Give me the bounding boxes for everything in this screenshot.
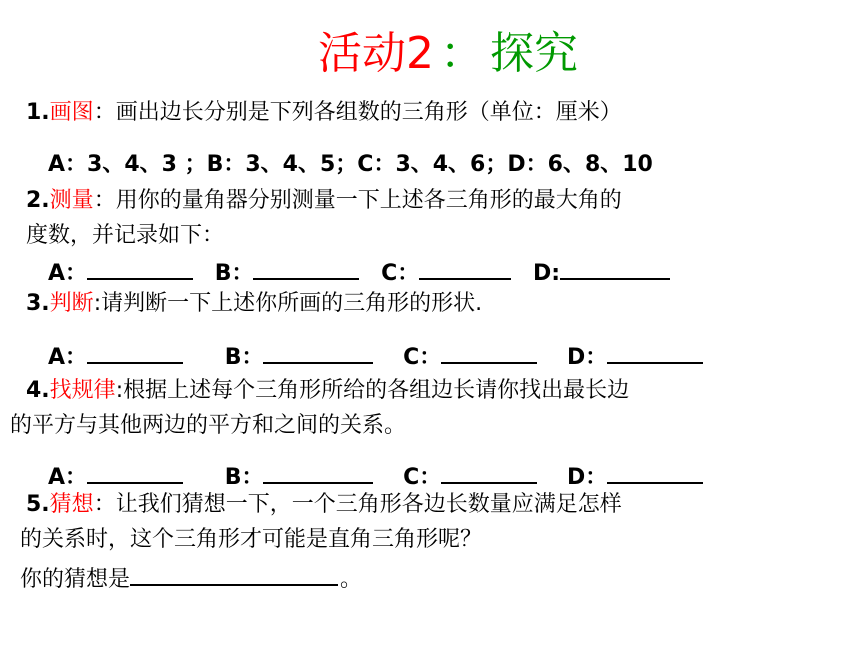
item5-line2: 的关系时，这个三角形才可能是直角三角形呢？ (20, 527, 483, 552)
item5-guess-blank[interactable] (130, 562, 338, 586)
item4-blank-b[interactable] (263, 460, 373, 484)
item4-line2: 的平方与其他两边的平方和之间的关系。 (10, 413, 407, 438)
item2-blank-c[interactable] (419, 256, 511, 280)
item3-blank-b[interactable] (263, 340, 373, 364)
item1-keyword: 画图 (49, 100, 94, 125)
item3-blank-a[interactable] (87, 340, 183, 364)
title-colon: ： (440, 28, 484, 79)
item1-options: A：3、4、3 ；B：3、4、5；C：3、4、6；D：6、8、10 (48, 152, 653, 177)
item4-text-line1: :根据上述每个三角形所给的各组边长请你找出最长边 (115, 378, 630, 403)
title-explore: 探究 (490, 28, 578, 79)
item4-line1 (26, 376, 629, 406)
item2-blank-a[interactable] (87, 256, 193, 280)
item2-blank-d[interactable] (560, 256, 670, 280)
item5-guess-label: 你的猜想是 (20, 567, 131, 592)
item5-line3 (20, 562, 362, 595)
item5-end-mark: 。 (340, 567, 363, 592)
item2-label-d: D: (532, 261, 561, 286)
item3-line (26, 289, 482, 319)
item4-number: 4. (26, 378, 50, 403)
item3-text: :请判断一下上述你所画的三角形的形状. (93, 291, 483, 316)
item5-line1 (26, 490, 622, 520)
item2-answers (48, 256, 670, 289)
item2-label-c: C： (381, 261, 420, 286)
item2-keyword: 测量 (49, 188, 94, 213)
item1-text: ：画出边长分别是下列各组数的三角形（单位：厘米） (93, 100, 622, 125)
item4-label-c: C： (403, 465, 442, 490)
title-activity: 活动2 (318, 28, 434, 79)
item2-line1 (26, 186, 622, 216)
item3-label-a: A： (48, 345, 88, 370)
item4-blank-d[interactable] (607, 460, 703, 484)
item4-keyword: 找规律 (49, 378, 116, 403)
page-title (318, 24, 578, 84)
item2-label-b: B： (214, 261, 254, 286)
item4-answers (48, 460, 703, 493)
item4-blank-a[interactable] (87, 460, 183, 484)
item4-label-a: A： (48, 465, 88, 490)
item2-line2: 度数，并记录如下： (26, 223, 225, 248)
item2-number: 2. (26, 188, 50, 213)
item3-blank-d[interactable] (607, 340, 703, 364)
item3-label-b: B： (224, 345, 264, 370)
item4-label-b: B： (224, 465, 264, 490)
item1-line (26, 98, 622, 128)
item4-blank-c[interactable] (441, 460, 537, 484)
item2-text-line1: ：用你的量角器分别测量一下上述各三角形的最大角的 (93, 188, 622, 213)
item3-label-d: D： (566, 345, 608, 370)
item5-number: 5. (26, 492, 50, 517)
item3-answers (48, 340, 703, 373)
item5-keyword: 猜想 (49, 492, 94, 517)
item1-number: 1. (26, 100, 50, 125)
item3-keyword: 判断 (49, 291, 94, 316)
item3-blank-c[interactable] (441, 340, 537, 364)
item4-label-d: D： (566, 465, 608, 490)
item2-label-a: A： (48, 261, 88, 286)
item3-label-c: C： (403, 345, 442, 370)
item3-number: 3. (26, 291, 50, 316)
item5-text-line1: ：让我们猜想一下，一个三角形各边长数量应满足怎样 (93, 492, 622, 517)
item2-blank-b[interactable] (253, 256, 359, 280)
